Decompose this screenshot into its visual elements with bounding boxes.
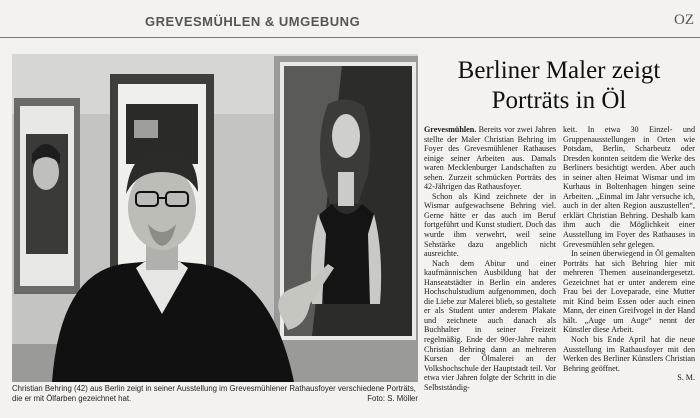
article-headline — [428, 56, 690, 116]
article-photo — [12, 54, 418, 382]
paragraph: keit. In etwa 30 Einzel- und Gruppenausstellungen in Orten wie Potsdam, Berlin, Scharbeutz oder Dresden konnten seitdem die Werke des Berliners besichtigt werden. Aber auch in seiner alten Heimat Wismar und im Kurhaus in Boltenhagen hingen seine Arbeiten. „Einmal im Jahr versuche ich, auch in der alten Region auszustellen“, erklärt Christian Behring. Deshalb kam ihm auch die Möglichkeit einer Ausstellung im Foyer des Rathauses in Grevesmühlen sehr gelegen. — [563, 125, 695, 249]
header-rule — [0, 37, 700, 38]
paragraph: Schon als Kind zeichnete der in Wismar aufgewachsene Behring viel. Gerne hätte er das auch im Beruf fortgeführt und Kunst studiert. Doch das wurde ihm verwehrt, weil seine Sehstärke dazu angeblich nicht ausreichte. — [424, 191, 556, 259]
author-signature: S. M. — [677, 373, 695, 383]
paragraph: In seinen überwiegend in Öl gemalten Porträts hat sich Behring hier mit mehreren Themen auseinandergesetzt. Gezeichnet hat er unter anderem eine Frau bei der Loveparade, eine Mutter mit Kind beim Essen oder auch einen Mann, der einen Greifvogel in der Hand hält. „Auge um Auge“ nennt der Künstler diese Arbeit. — [563, 249, 695, 335]
photo-credit: Foto: S. Möller — [367, 394, 418, 403]
newspaper-code: OZ — [674, 12, 694, 28]
paragraph-text: Bereits vor zwei Jahren stellte der Maler Christian Behring im Foyer des Grevesmühlener Rathauses einige seiner Arbeiten aus. Damals waren Mecklenburger Landschaften zu sehen. Zurzeit schmücken Porträts des 42-Jährigen das Rathausfoyer. — [424, 125, 556, 192]
section-title: GREVESMÜHLEN & UMGEBUNG — [145, 14, 361, 29]
photo-illustration — [12, 54, 418, 382]
article-column-2 — [563, 125, 695, 383]
page-header — [0, 0, 700, 44]
paragraph — [424, 125, 556, 192]
article-column-1 — [424, 125, 556, 392]
paragraph: Nach dem Abitur und einer kaufmännischen Ausbildung hat der Hanseatstädter in Berlin ein anderes Hochschulstudium aufgenommen, doch die Liebe zur Malerei blieb, so gestaltete er als Student unter anderem Plakate und zeichnete auch danach als Buchhalter in seiner Freizeit regelmäßig. Ende der 90er-Jahre nahm Christian Behring dann an mehreren Kursen der Ölmalerei an der Volkshochschule der Hauptstadt teil. Vor etwa vier Jahren folgte der Schritt in die Selbstständig- — [424, 258, 556, 392]
headline-line-2: Porträts in Öl — [491, 87, 627, 114]
dateline: Grevesmühlen. — [424, 125, 477, 134]
headline-line-1: Berliner Maler zeigt — [457, 57, 661, 84]
photo-caption — [12, 384, 418, 404]
paragraph: Noch bis Ende April hat die neue Ausstellung im Rathausfoyer mit den Werken des Berliner Künstlers Christian Behring geöffnet. — [563, 335, 695, 373]
caption-text: Christian Behring (42) aus Berlin zeigt in seiner Ausstellung im Grevesmühlener Rathausfoyer verschiedene Porträts, die er mit Ölfarben gezeichnet hat. — [12, 384, 416, 403]
